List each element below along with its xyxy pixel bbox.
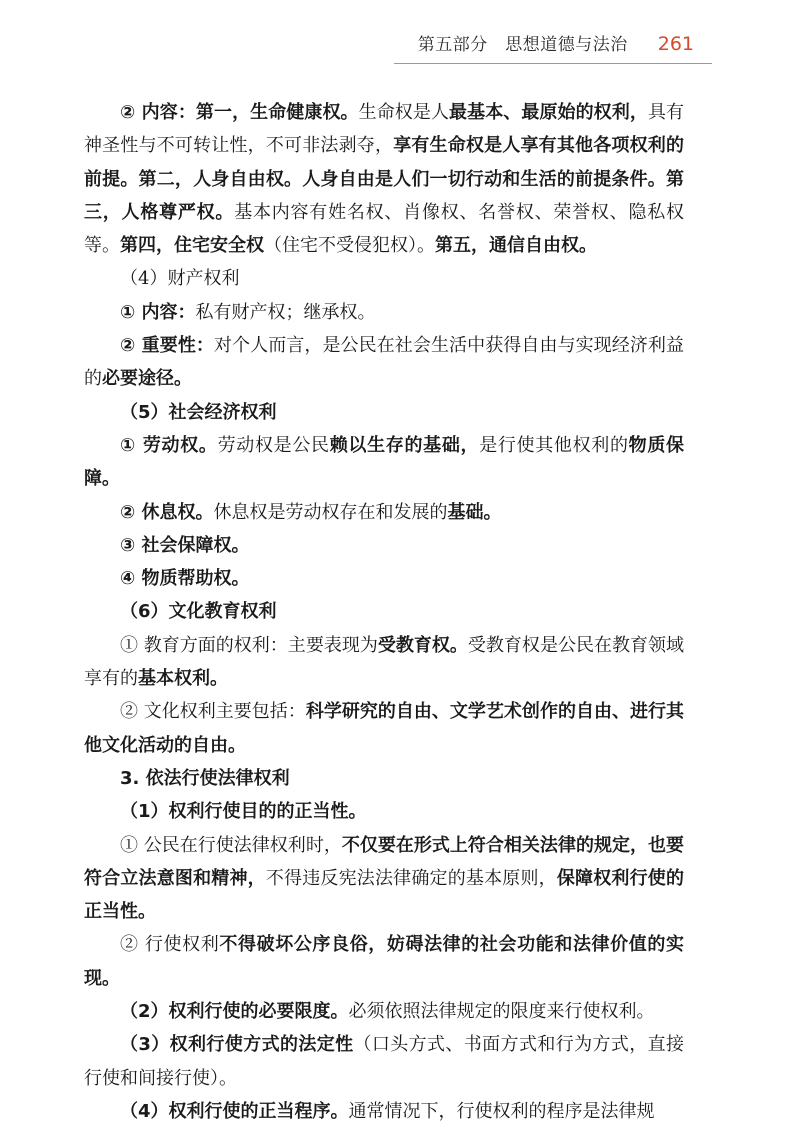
heading-social-economic-rights xyxy=(84,396,684,429)
bold-span: 第五，通信自由权。 xyxy=(435,235,597,257)
heading-purpose-legitimacy xyxy=(84,795,684,828)
text-span: 对个人而言，是公民在社会生活中获得自由与实现经济利益的 xyxy=(84,335,685,390)
text-span: 受教育权是公民在教育领域享有的 xyxy=(84,634,684,690)
paragraph-labor-right xyxy=(84,429,684,496)
bold-span: 受教育权。 xyxy=(377,634,468,656)
bold-span: 基本权利。 xyxy=(138,668,228,690)
paragraph-education-rights xyxy=(84,629,684,696)
bold-span: 基础。 xyxy=(447,501,502,523)
text-span: 基本内容有姓名权、肖像权、名誉权、荣誉权、隐私权等。 xyxy=(84,201,685,257)
bold-span: 赖以生存的基础， xyxy=(329,434,480,456)
bold-span: 必要途径。 xyxy=(102,368,192,390)
running-header xyxy=(418,30,694,55)
text-span: 劳动权是公民 xyxy=(217,434,330,456)
bold-span: 第四，住宅安全权 xyxy=(120,235,264,257)
paragraph-due-procedure xyxy=(84,1095,684,1128)
bold-span: ② 休息权。 xyxy=(120,501,214,523)
paragraph-necessary-limit xyxy=(84,995,684,1028)
paragraph-legal-form xyxy=(84,1028,684,1095)
text-span: 通常情况下，行使权利的程序是法律规 xyxy=(348,1100,655,1122)
bold-span: ④ 物质帮助权。 xyxy=(120,568,250,590)
bold-span: 科学研究的自由、文学艺术创作的自由、进行其他文化活动的自由。 xyxy=(84,701,684,756)
paragraph-property-content xyxy=(84,296,684,329)
paragraph-property-importance xyxy=(84,329,684,396)
bold-span: ① 劳动权。 xyxy=(120,434,218,456)
heading-culture-education-rights xyxy=(84,595,684,628)
paragraph-material-assistance-right xyxy=(84,562,684,595)
bold-span: 保障权利行使的正当性。 xyxy=(84,867,684,923)
bold-span: 3. 依法行使法律权利 xyxy=(120,767,290,789)
header-rule xyxy=(394,63,712,64)
text-span: 休息权是劳动权存在和发展的 xyxy=(213,501,448,523)
body-text xyxy=(84,96,684,1128)
paragraph-purpose-2 xyxy=(84,928,684,995)
paragraph-rest-right xyxy=(84,496,684,529)
paragraph-cultural-rights xyxy=(84,695,684,762)
bold-span: （5）社会经济权利 xyxy=(120,401,277,423)
bold-span: 不仅要在形式上符合相关法律的规定，也要符合立法意图和精神， xyxy=(84,834,684,889)
bold-span: 最基本、最原始的权利， xyxy=(449,102,648,123)
text-span: ① 教育方面的权利：主要表现为 xyxy=(120,634,378,656)
bold-span: （3）权利行使方式的法定性 xyxy=(120,1034,354,1056)
page-number: 261 xyxy=(657,33,694,55)
text-span: ② 行使权利 xyxy=(120,934,220,956)
bold-span: （4）权利行使的正当程序。 xyxy=(120,1100,349,1122)
text-span: ② 文化权利主要包括： xyxy=(120,701,306,723)
text-span: ① 公民在行使法律权利时， xyxy=(120,834,342,856)
bold-span: 不得破坏公序良俗，妨碍法律的社会功能和法律价值的实现。 xyxy=(84,934,684,989)
heading-exercise-rights xyxy=(84,762,684,795)
bold-span: ① 内容： xyxy=(120,301,196,323)
bold-span: （6）文化教育权利 xyxy=(120,601,277,623)
text-span: 具有神圣性与不可转让性，不可非法剥夺， xyxy=(84,102,685,157)
text-span: 不得违反宪法法律确定的基本原则， xyxy=(265,867,557,889)
paragraph-purpose-1 xyxy=(84,829,684,929)
paragraph-social-security-right xyxy=(84,529,684,562)
bold-span: ③ 社会保障权。 xyxy=(120,534,250,556)
text-span: （口头方式、书面方式和行为方式，直接行使和间接行使）。 xyxy=(84,1034,684,1089)
text-span: 生命权是人 xyxy=(358,102,450,123)
text-span: （住宅不受侵犯权）。 xyxy=(264,235,435,257)
paragraph-life-rights xyxy=(84,96,684,262)
text-span: 是行使其他权利的 xyxy=(479,434,629,456)
bold-span: ② 内容：第一，生命健康权。 xyxy=(120,102,359,123)
bold-span: 物质保障。 xyxy=(84,434,685,490)
text-span: 私有财产权；继承权。 xyxy=(195,301,376,323)
bold-span: ② 重要性： xyxy=(120,335,214,357)
heading-property-rights xyxy=(84,262,684,295)
bold-span: 享有生命权是人享有其他各项权利的前提。第二，人身自由权。人身自由是人们一切行动和生活的前提条件。第三，人格尊严权。 xyxy=(84,135,684,223)
bold-span: （1）权利行使目的的正当性。 xyxy=(120,801,367,823)
text-span: （4）财产权利 xyxy=(120,268,240,290)
section-title: 第五部分 思想道德与法治 xyxy=(417,35,628,55)
text-span: 必须依照法律规定的限度来行使权利。 xyxy=(348,1001,655,1023)
bold-span: （2）权利行使的必要限度。 xyxy=(120,1001,349,1023)
